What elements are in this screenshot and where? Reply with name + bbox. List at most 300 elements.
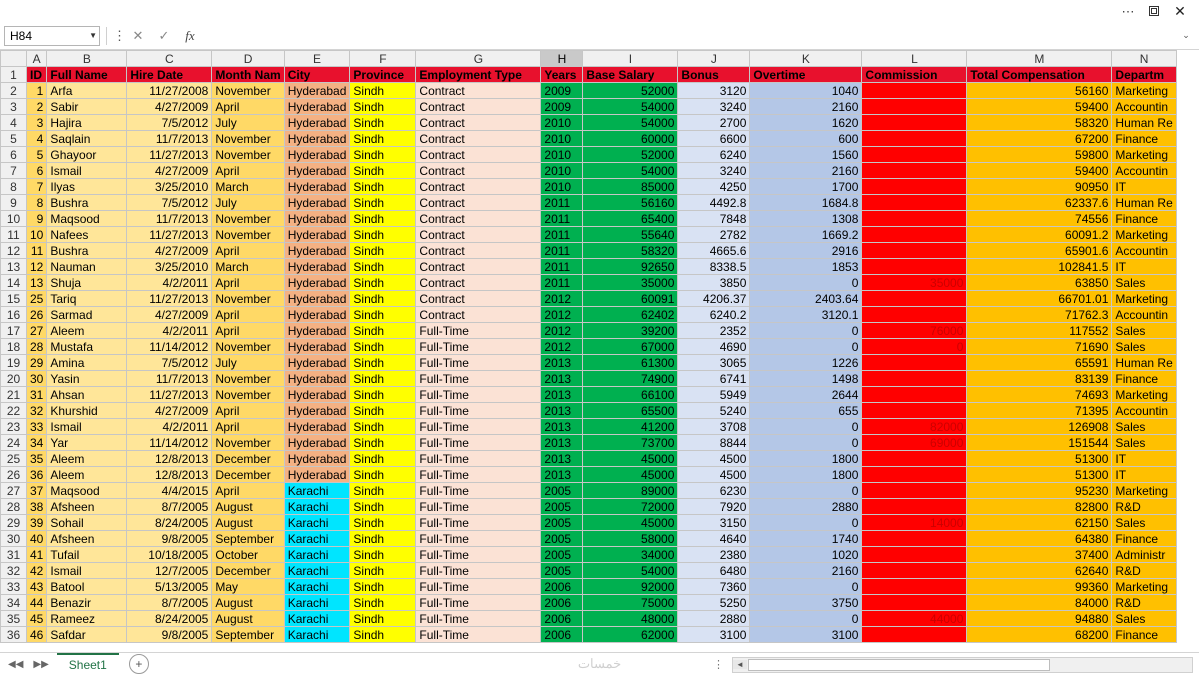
cell-department[interactable]: Finance [1112, 211, 1176, 227]
cell-hire-date[interactable]: 4/27/2009 [127, 163, 212, 179]
cell-bonus[interactable]: 5949 [678, 387, 750, 403]
cell-id[interactable]: 3 [27, 115, 47, 131]
cell-name[interactable]: Khurshid [47, 403, 127, 419]
cell-years[interactable]: 2005 [541, 547, 583, 563]
cell-name[interactable]: Safdar [47, 627, 127, 643]
cell-commission[interactable] [862, 179, 967, 195]
row-header[interactable]: 30 [1, 531, 27, 547]
cell-employment-type[interactable]: Full-Time [416, 403, 541, 419]
cell-name[interactable]: Bushra [47, 195, 127, 211]
cell-commission[interactable] [862, 291, 967, 307]
cell-province[interactable]: Sindh [350, 131, 416, 147]
row-header[interactable]: 15 [1, 291, 27, 307]
cell-total-compensation[interactable]: 56160 [967, 83, 1112, 99]
cell-month[interactable]: October [212, 547, 284, 563]
scroll-left-arrow[interactable]: ◄ [733, 660, 747, 669]
cell-years[interactable]: 2012 [541, 291, 583, 307]
cell-overtime[interactable]: 1800 [750, 467, 862, 483]
close-icon[interactable]: ✕ [1174, 3, 1186, 19]
cell-city[interactable]: Hyderabad [284, 275, 350, 291]
cell-years[interactable]: 2010 [541, 115, 583, 131]
cell-total-compensation[interactable]: 37400 [967, 547, 1112, 563]
cell-bonus[interactable]: 4665.6 [678, 243, 750, 259]
row-header[interactable]: 36 [1, 627, 27, 643]
cell-employment-type[interactable]: Full-Time [416, 435, 541, 451]
cell-employment-type[interactable]: Full-Time [416, 611, 541, 627]
cell-overtime[interactable]: 0 [750, 323, 862, 339]
cell-name[interactable]: Ismail [47, 419, 127, 435]
cell-base-salary[interactable]: 45000 [583, 467, 678, 483]
cell-overtime[interactable]: 1620 [750, 115, 862, 131]
cell-overtime[interactable]: 0 [750, 611, 862, 627]
cell-name[interactable]: Saqlain [47, 131, 127, 147]
cell-years[interactable]: 2013 [541, 371, 583, 387]
cell-overtime[interactable]: 2880 [750, 499, 862, 515]
cell-hire-date[interactable]: 11/7/2013 [127, 211, 212, 227]
cell-years[interactable]: 2013 [541, 451, 583, 467]
cell-years[interactable]: 2011 [541, 275, 583, 291]
cell-name[interactable]: Maqsood [47, 483, 127, 499]
cell-employment-type[interactable]: Contract [416, 195, 541, 211]
cell-name[interactable]: Aleem [47, 451, 127, 467]
cell-years[interactable]: 2009 [541, 83, 583, 99]
cell-city[interactable]: Karachi [284, 547, 350, 563]
cell-commission[interactable] [862, 227, 967, 243]
cell-month[interactable]: April [212, 403, 284, 419]
cell-department[interactable]: IT [1112, 467, 1176, 483]
cell-province[interactable]: Sindh [350, 531, 416, 547]
row-header[interactable]: 28 [1, 499, 27, 515]
cell-commission[interactable] [862, 451, 967, 467]
cell-id[interactable]: 31 [27, 387, 47, 403]
cell-id[interactable]: 1 [27, 83, 47, 99]
cell-city[interactable]: Hyderabad [284, 259, 350, 275]
cell-province[interactable]: Sindh [350, 211, 416, 227]
cell-hire-date[interactable]: 8/24/2005 [127, 611, 212, 627]
cell-month[interactable]: April [212, 419, 284, 435]
cell-years[interactable]: 2012 [541, 339, 583, 355]
formula-input[interactable] [207, 25, 1177, 47]
cell-overtime[interactable]: 1700 [750, 179, 862, 195]
cell-years[interactable]: 2010 [541, 147, 583, 163]
cell-city[interactable]: Hyderabad [284, 147, 350, 163]
cell-department[interactable]: Accountin [1112, 403, 1176, 419]
cell-city[interactable]: Hyderabad [284, 243, 350, 259]
cell-province[interactable]: Sindh [350, 339, 416, 355]
cell-total-compensation[interactable]: 60091.2 [967, 227, 1112, 243]
cell-month[interactable]: November [212, 211, 284, 227]
cell-province[interactable]: Sindh [350, 483, 416, 499]
cell-id[interactable]: 7 [27, 179, 47, 195]
cell-month[interactable]: July [212, 115, 284, 131]
cell-employment-type[interactable]: Contract [416, 275, 541, 291]
row-header[interactable]: 6 [1, 147, 27, 163]
column-header-n[interactable]: N [1112, 51, 1176, 67]
cell-bonus[interactable]: 2782 [678, 227, 750, 243]
cell-total-compensation[interactable]: 68200 [967, 627, 1112, 643]
cell-province[interactable]: Sindh [350, 227, 416, 243]
cell-bonus[interactable]: 2700 [678, 115, 750, 131]
cell-department[interactable]: Human Re [1112, 115, 1176, 131]
row-header-1[interactable]: 1 [1, 67, 27, 83]
cell-base-salary[interactable]: 74900 [583, 371, 678, 387]
cell-id[interactable]: 11 [27, 243, 47, 259]
cell-commission[interactable] [862, 115, 967, 131]
cell-id[interactable]: 10 [27, 227, 47, 243]
cell-city[interactable]: Karachi [284, 579, 350, 595]
cell-hire-date[interactable]: 12/8/2013 [127, 451, 212, 467]
cell-employment-type[interactable]: Full-Time [416, 419, 541, 435]
cell-employment-type[interactable]: Full-Time [416, 371, 541, 387]
cell-commission[interactable] [862, 467, 967, 483]
cell-month[interactable]: November [212, 291, 284, 307]
cell-overtime[interactable]: 655 [750, 403, 862, 419]
cell-name[interactable]: Sabir [47, 99, 127, 115]
cell-department[interactable]: Finance [1112, 627, 1176, 643]
chevron-down-icon[interactable]: ▼ [89, 31, 97, 40]
cell-hire-date[interactable]: 9/8/2005 [127, 531, 212, 547]
cell-total-compensation[interactable]: 71690 [967, 339, 1112, 355]
cell-department[interactable]: Sales [1112, 419, 1176, 435]
cell-department[interactable]: Accountin [1112, 99, 1176, 115]
cell-overtime[interactable]: 3100 [750, 627, 862, 643]
cell-month[interactable]: April [212, 243, 284, 259]
cell-hire-date[interactable]: 4/2/2011 [127, 275, 212, 291]
cell-month[interactable]: December [212, 467, 284, 483]
cell-commission[interactable] [862, 371, 967, 387]
cell-overtime[interactable]: 2403.64 [750, 291, 862, 307]
cell-id[interactable]: 29 [27, 355, 47, 371]
cell-city[interactable]: Hyderabad [284, 323, 350, 339]
cell-total-compensation[interactable]: 84000 [967, 595, 1112, 611]
cell-id[interactable]: 35 [27, 451, 47, 467]
cell-bonus[interactable]: 5240 [678, 403, 750, 419]
cell-province[interactable]: Sindh [350, 179, 416, 195]
cell-name[interactable]: Afsheen [47, 531, 127, 547]
cell-bonus[interactable]: 3240 [678, 99, 750, 115]
cell-name[interactable]: Ismail [47, 563, 127, 579]
cell-province[interactable]: Sindh [350, 499, 416, 515]
cell-city[interactable]: Hyderabad [284, 451, 350, 467]
cell-total-compensation[interactable]: 95230 [967, 483, 1112, 499]
cell-years[interactable]: 2013 [541, 403, 583, 419]
cell-base-salary[interactable]: 52000 [583, 83, 678, 99]
cell-years[interactable]: 2009 [541, 99, 583, 115]
cell-base-salary[interactable]: 56160 [583, 195, 678, 211]
cell-hire-date[interactable]: 7/5/2012 [127, 115, 212, 131]
cell-department[interactable]: Marketing [1112, 291, 1176, 307]
row-header[interactable]: 8 [1, 179, 27, 195]
cell-employment-type[interactable]: Full-Time [416, 579, 541, 595]
insert-function-button[interactable]: fx [185, 27, 195, 43]
cell-commission[interactable] [862, 627, 967, 643]
cell-id[interactable]: 4 [27, 131, 47, 147]
row-header[interactable]: 9 [1, 195, 27, 211]
cell-employment-type[interactable]: Contract [416, 115, 541, 131]
column-header-l[interactable]: L [862, 51, 967, 67]
cell-employment-type[interactable]: Contract [416, 83, 541, 99]
cell-hire-date[interactable]: 11/7/2013 [127, 371, 212, 387]
cell-city[interactable]: Hyderabad [284, 419, 350, 435]
column-header-m[interactable]: M [967, 51, 1112, 67]
cell-employment-type[interactable]: Full-Time [416, 595, 541, 611]
cell-commission[interactable]: 82000 [862, 419, 967, 435]
cell-base-salary[interactable]: 60000 [583, 131, 678, 147]
cell-name[interactable]: Ghayoor [47, 147, 127, 163]
cell-total-compensation[interactable]: 62337.6 [967, 195, 1112, 211]
cell-base-salary[interactable]: 92000 [583, 579, 678, 595]
cell-city[interactable]: Hyderabad [284, 467, 350, 483]
cell-base-salary[interactable]: 34000 [583, 547, 678, 563]
cell-overtime[interactable]: 1226 [750, 355, 862, 371]
cell-department[interactable]: Accountin [1112, 307, 1176, 323]
cell-bonus[interactable]: 4640 [678, 531, 750, 547]
cell-name[interactable]: Ismail [47, 163, 127, 179]
cell-province[interactable]: Sindh [350, 515, 416, 531]
cell-id[interactable]: 39 [27, 515, 47, 531]
cell-overtime[interactable]: 1800 [750, 451, 862, 467]
cell-month[interactable]: November [212, 227, 284, 243]
cell-base-salary[interactable]: 54000 [583, 163, 678, 179]
cell-department[interactable]: IT [1112, 259, 1176, 275]
cell-city[interactable]: Hyderabad [284, 355, 350, 371]
cell-province[interactable]: Sindh [350, 355, 416, 371]
cell-bonus[interactable]: 3100 [678, 627, 750, 643]
cell-overtime[interactable]: 1560 [750, 147, 862, 163]
row-header[interactable]: 19 [1, 355, 27, 371]
cell-province[interactable]: Sindh [350, 323, 416, 339]
cell-total-compensation[interactable]: 64380 [967, 531, 1112, 547]
cell-city[interactable]: Hyderabad [284, 371, 350, 387]
cell-base-salary[interactable]: 61300 [583, 355, 678, 371]
cell-bonus[interactable]: 4690 [678, 339, 750, 355]
cell-employment-type[interactable]: Full-Time [416, 563, 541, 579]
cell-id[interactable]: 45 [27, 611, 47, 627]
cell-bonus[interactable]: 6230 [678, 483, 750, 499]
cell-overtime[interactable]: 2160 [750, 163, 862, 179]
cell-month[interactable]: November [212, 435, 284, 451]
row-header[interactable]: 22 [1, 403, 27, 419]
cell-hire-date[interactable]: 5/13/2005 [127, 579, 212, 595]
header-cell[interactable]: Departm [1112, 67, 1176, 83]
cell-commission[interactable] [862, 499, 967, 515]
cell-month[interactable]: July [212, 195, 284, 211]
column-header-b[interactable]: B [47, 51, 127, 67]
cell-total-compensation[interactable]: 151544 [967, 435, 1112, 451]
cell-province[interactable]: Sindh [350, 147, 416, 163]
cell-id[interactable]: 40 [27, 531, 47, 547]
cell-years[interactable]: 2013 [541, 355, 583, 371]
cell-month[interactable]: April [212, 275, 284, 291]
cell-total-compensation[interactable]: 117552 [967, 323, 1112, 339]
cell-department[interactable]: Marketing [1112, 579, 1176, 595]
cell-id[interactable]: 2 [27, 99, 47, 115]
cell-month[interactable]: November [212, 131, 284, 147]
cell-total-compensation[interactable]: 59400 [967, 99, 1112, 115]
cell-base-salary[interactable]: 48000 [583, 611, 678, 627]
row-header[interactable]: 29 [1, 515, 27, 531]
cell-years[interactable]: 2011 [541, 227, 583, 243]
cell-overtime[interactable]: 1669.2 [750, 227, 862, 243]
cell-bonus[interactable]: 6600 [678, 131, 750, 147]
cell-employment-type[interactable]: Full-Time [416, 451, 541, 467]
cell-employment-type[interactable]: Full-Time [416, 387, 541, 403]
cell-id[interactable]: 46 [27, 627, 47, 643]
cell-hire-date[interactable]: 11/27/2013 [127, 227, 212, 243]
cell-commission[interactable] [862, 163, 967, 179]
cell-employment-type[interactable]: Full-Time [416, 547, 541, 563]
cell-city[interactable]: Hyderabad [284, 227, 350, 243]
cell-total-compensation[interactable]: 67200 [967, 131, 1112, 147]
restore-icon[interactable] [1141, 2, 1167, 20]
cell-total-compensation[interactable]: 126908 [967, 419, 1112, 435]
cell-id[interactable]: 5 [27, 147, 47, 163]
cell-commission[interactable]: 14000 [862, 515, 967, 531]
cell-bonus[interactable]: 8338.5 [678, 259, 750, 275]
cell-name[interactable]: Amina [47, 355, 127, 371]
cell-bonus[interactable]: 3240 [678, 163, 750, 179]
cell-base-salary[interactable]: 72000 [583, 499, 678, 515]
cell-overtime[interactable]: 1040 [750, 83, 862, 99]
cell-bonus[interactable]: 7920 [678, 499, 750, 515]
cell-bonus[interactable]: 6240 [678, 147, 750, 163]
cell-hire-date[interactable]: 11/27/2013 [127, 291, 212, 307]
cell-commission[interactable] [862, 195, 967, 211]
cell-commission[interactable] [862, 483, 967, 499]
cell-city[interactable]: Hyderabad [284, 291, 350, 307]
cell-commission[interactable] [862, 387, 967, 403]
cell-base-salary[interactable]: 45000 [583, 515, 678, 531]
cell-name[interactable]: Batool [47, 579, 127, 595]
cell-commission[interactable] [862, 307, 967, 323]
name-box[interactable] [4, 26, 100, 46]
cell-total-compensation[interactable]: 71762.3 [967, 307, 1112, 323]
cell-month[interactable]: November [212, 387, 284, 403]
cell-department[interactable]: Finance [1112, 131, 1176, 147]
cell-commission[interactable] [862, 403, 967, 419]
row-header[interactable]: 4 [1, 115, 27, 131]
cell-province[interactable]: Sindh [350, 611, 416, 627]
cell-base-salary[interactable]: 54000 [583, 99, 678, 115]
cell-employment-type[interactable]: Contract [416, 307, 541, 323]
cell-id[interactable]: 36 [27, 467, 47, 483]
row-header[interactable]: 20 [1, 371, 27, 387]
cell-month[interactable]: September [212, 531, 284, 547]
cell-overtime[interactable]: 1853 [750, 259, 862, 275]
row-header[interactable]: 24 [1, 435, 27, 451]
cell-base-salary[interactable]: 45000 [583, 451, 678, 467]
cell-province[interactable]: Sindh [350, 243, 416, 259]
cell-bonus[interactable]: 6240.2 [678, 307, 750, 323]
cell-total-compensation[interactable]: 51300 [967, 451, 1112, 467]
cell-id[interactable]: 43 [27, 579, 47, 595]
select-all-corner[interactable] [1, 51, 27, 67]
cell-employment-type[interactable]: Full-Time [416, 627, 541, 643]
cell-department[interactable]: Accountin [1112, 163, 1176, 179]
cell-bonus[interactable]: 4492.8 [678, 195, 750, 211]
cell-province[interactable]: Sindh [350, 163, 416, 179]
cell-bonus[interactable]: 4500 [678, 467, 750, 483]
cell-bonus[interactable]: 6480 [678, 563, 750, 579]
cell-province[interactable]: Sindh [350, 371, 416, 387]
cell-bonus[interactable]: 3120 [678, 83, 750, 99]
cell-department[interactable]: R&D [1112, 499, 1176, 515]
row-header[interactable]: 33 [1, 579, 27, 595]
row-header[interactable]: 34 [1, 595, 27, 611]
cell-overtime[interactable]: 1684.8 [750, 195, 862, 211]
cell-hire-date[interactable]: 11/14/2012 [127, 435, 212, 451]
cell-years[interactable]: 2011 [541, 211, 583, 227]
cell-department[interactable]: Sales [1112, 515, 1176, 531]
cell-overtime[interactable]: 0 [750, 419, 862, 435]
cell-years[interactable]: 2013 [541, 387, 583, 403]
cell-name[interactable]: Tufail [47, 547, 127, 563]
cell-employment-type[interactable]: Full-Time [416, 499, 541, 515]
cell-hire-date[interactable]: 12/8/2013 [127, 467, 212, 483]
cell-city[interactable]: Karachi [284, 627, 350, 643]
cell-city[interactable]: Hyderabad [284, 387, 350, 403]
cell-name[interactable]: Yasin [47, 371, 127, 387]
cell-department[interactable]: Marketing [1112, 83, 1176, 99]
cell-city[interactable]: Hyderabad [284, 163, 350, 179]
cell-commission[interactable] [862, 99, 967, 115]
header-cell[interactable]: Commission [862, 67, 967, 83]
cell-month[interactable]: November [212, 83, 284, 99]
cell-total-compensation[interactable]: 102841.5 [967, 259, 1112, 275]
cell-department[interactable]: Finance [1112, 371, 1176, 387]
cell-hire-date[interactable]: 3/25/2010 [127, 179, 212, 195]
cell-province[interactable]: Sindh [350, 403, 416, 419]
cell-name[interactable]: Ahsan [47, 387, 127, 403]
cell-id[interactable]: 42 [27, 563, 47, 579]
cell-commission[interactable] [862, 355, 967, 371]
scroll-thumb[interactable] [748, 659, 1050, 671]
cell-total-compensation[interactable]: 51300 [967, 467, 1112, 483]
cell-years[interactable]: 2011 [541, 259, 583, 275]
cell-hire-date[interactable]: 9/8/2005 [127, 627, 212, 643]
cell-hire-date[interactable]: 4/2/2011 [127, 419, 212, 435]
cell-name[interactable]: Aleem [47, 467, 127, 483]
cell-years[interactable]: 2011 [541, 243, 583, 259]
cell-total-compensation[interactable]: 90950 [967, 179, 1112, 195]
cell-department[interactable]: Accountin [1112, 243, 1176, 259]
header-cell[interactable]: Employment Type [416, 67, 541, 83]
cell-commission[interactable] [862, 83, 967, 99]
cell-commission[interactable] [862, 243, 967, 259]
horizontal-scrollbar[interactable] [713, 657, 1193, 672]
header-cell[interactable]: City [284, 67, 350, 83]
cell-overtime[interactable]: 1498 [750, 371, 862, 387]
cell-base-salary[interactable]: 92650 [583, 259, 678, 275]
cell-province[interactable]: Sindh [350, 387, 416, 403]
cell-hire-date[interactable]: 4/27/2009 [127, 243, 212, 259]
cell-employment-type[interactable]: Contract [416, 131, 541, 147]
cell-department[interactable]: Finance [1112, 531, 1176, 547]
cell-province[interactable]: Sindh [350, 115, 416, 131]
confirm-button[interactable]: ✓ [158, 27, 170, 43]
cancel-button[interactable]: ✕ [132, 27, 144, 43]
cell-total-compensation[interactable]: 59800 [967, 147, 1112, 163]
cell-department[interactable]: IT [1112, 451, 1176, 467]
cell-hire-date[interactable]: 4/27/2009 [127, 99, 212, 115]
cell-id[interactable]: 34 [27, 435, 47, 451]
cell-id[interactable]: 27 [27, 323, 47, 339]
sheet-tab-sheet1[interactable] [57, 653, 119, 674]
cell-city[interactable]: Karachi [284, 611, 350, 627]
cell-employment-type[interactable]: Contract [416, 147, 541, 163]
cell-city[interactable]: Hyderabad [284, 83, 350, 99]
cell-id[interactable]: 41 [27, 547, 47, 563]
